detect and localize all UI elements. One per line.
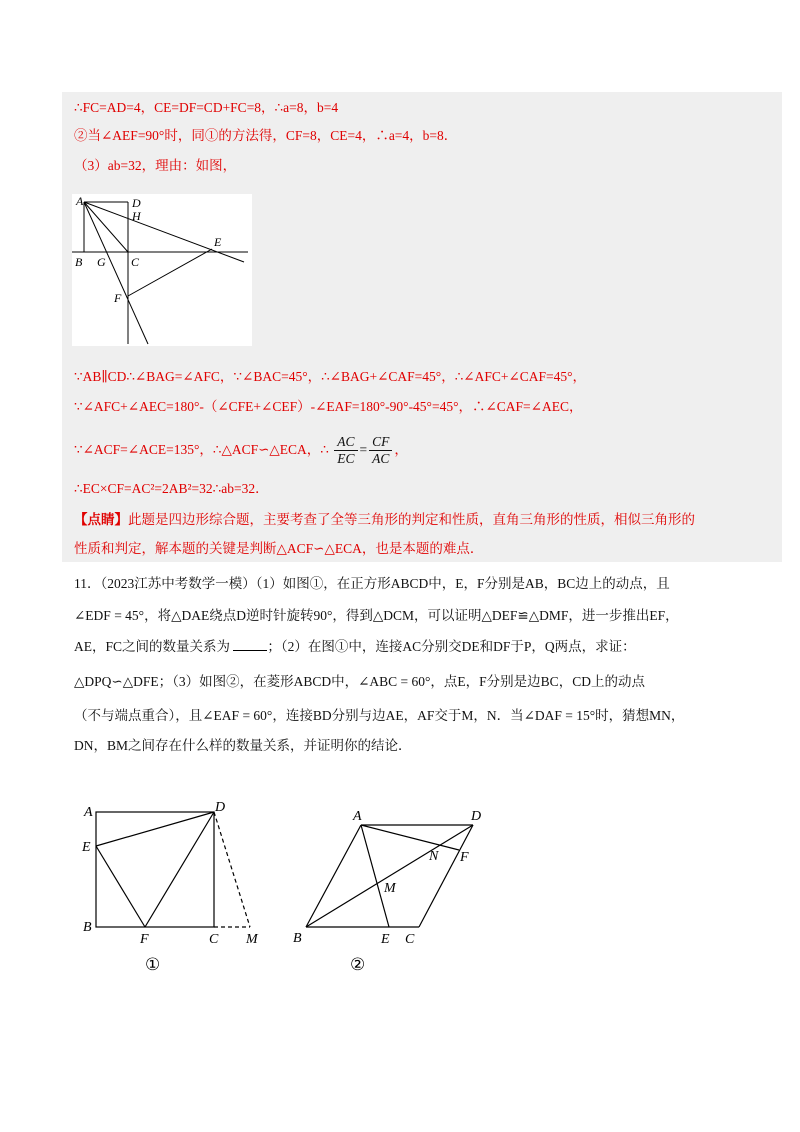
- fraction-equals: =: [359, 442, 368, 457]
- solution-line-5: ∵∠AFC+∠AEC=180°-（∠CFE+∠CEF）-∠EAF=180°-90°-45°=45°，∴∠CAF=∠AEC，: [74, 399, 583, 414]
- fig2-label-m: M: [384, 881, 396, 896]
- solution-line-7: ∴EC×CF=AC²=2AB²=32∴ab=32．: [74, 481, 269, 496]
- solution-line-4: ∵AB∥CD∴∠BAG=∠AFC，∵∠BAC=45°，∴∠BAG+∠CAF=45°，∴∠AFC+∠CAF=45°，: [74, 369, 587, 384]
- problem-line-2: ∠EDF = 45°，将△DAE绕点D逆时针旋转90°，得到△DCM，可以证明△DEF≌△DMF，进一步推出EF，: [74, 608, 679, 623]
- fig1-label-c: C: [209, 932, 219, 947]
- fig1-label-e: E: [82, 840, 91, 855]
- fig-top-label-b: B: [75, 255, 83, 269]
- fraction-cf-over-ac: $\frac{CF}{AC}$: [369, 434, 392, 467]
- fig1-label-d: D: [215, 800, 226, 815]
- fig2-label-b: B: [293, 931, 302, 946]
- fig-top-label-a: A: [76, 194, 84, 208]
- fraction-ac-over-ec: $\frac{AC}{EC}$: [334, 434, 357, 467]
- fig2-label-e: E: [381, 932, 390, 947]
- problem-line-3: AE，FC之间的数量关系为 ；（2）在图①中，连接AC分别交DE和DF于P，Q两点，求证：: [74, 639, 636, 654]
- fig1-label-m: M: [246, 932, 258, 947]
- problem-line-4: △DPQ∽△DFE；（3）如图②，在菱形ABCD中，∠ABC = 60°，点E，F分别是边BC，CD上的动点: [74, 674, 645, 689]
- fig1-label-b: B: [83, 920, 92, 935]
- figure-1-square: [78, 800, 278, 950]
- fig-top-label-d: D: [132, 196, 141, 210]
- solution-figure: [72, 194, 252, 346]
- fig2-label-d: D: [471, 809, 482, 824]
- fig-top-label-g: G: [97, 255, 106, 269]
- solution-line-2: ②当∠AEF=90°时，同①的方法得，CF=8，CE=4，∴a=4，b=8．: [74, 128, 458, 143]
- solution-line-6: ∵∠ACF=∠ACE=135°，∴△ACF∽△ECA，∴ $\frac{AC}{EC}$ = $\frac{CF}{AC}$ ，: [74, 434, 408, 467]
- problem-line-6: DN，BM之间存在什么样的数量关系，并证明你的结论．: [74, 738, 412, 753]
- fig1-label-a: A: [84, 805, 93, 820]
- figure-2-rhombus: [286, 800, 496, 950]
- fig1-label-f: F: [140, 932, 149, 947]
- comment-tag: 【点睛】: [74, 512, 128, 527]
- problem-line-5: （不与端点重合），且∠EAF = 60°，连接BD分别与边AE，AF交于M，N．当∠DAF = 15°时，猜想MN，: [74, 708, 685, 723]
- figure-1-caption: ①: [145, 955, 161, 974]
- problem-line-1: 11．（2023江苏中考数学一模）（1）如图①，在正方形ABCD中，E，F分别是AB，BC边上的动点，且: [74, 576, 670, 591]
- comment-line-1: 【点睛】此题是四边形综合题，主要考查了全等三角形的判定和性质，直角三角形的性质，相似三角形的: [74, 512, 695, 527]
- fig2-label-c: C: [405, 932, 415, 947]
- solution-line-6-text: ∵∠ACF=∠ACE=135°，∴△ACF∽△ECA，∴: [74, 442, 329, 457]
- fig-top-label-e: E: [214, 235, 222, 249]
- answer-blank: [233, 650, 267, 651]
- comment-line-2: 性质和判定，解本题的关键是判断△ACF∽△ECA，也是本题的难点．: [74, 541, 484, 556]
- solution-line-3: （3）ab=32，理由：如图，: [74, 158, 237, 173]
- fig-top-label-f: F: [114, 291, 122, 305]
- fig2-label-n: N: [429, 849, 439, 864]
- figure-2-caption: ②: [350, 955, 366, 974]
- fig2-label-f: F: [460, 850, 469, 865]
- solution-line-1: ∴FC=AD=4，CE=DF=CD+FC=8，∴a=8，b=4: [74, 100, 339, 115]
- fig-top-label-h: H: [132, 209, 141, 223]
- fig-top-label-c: C: [131, 255, 140, 269]
- fig2-label-a: A: [353, 809, 362, 824]
